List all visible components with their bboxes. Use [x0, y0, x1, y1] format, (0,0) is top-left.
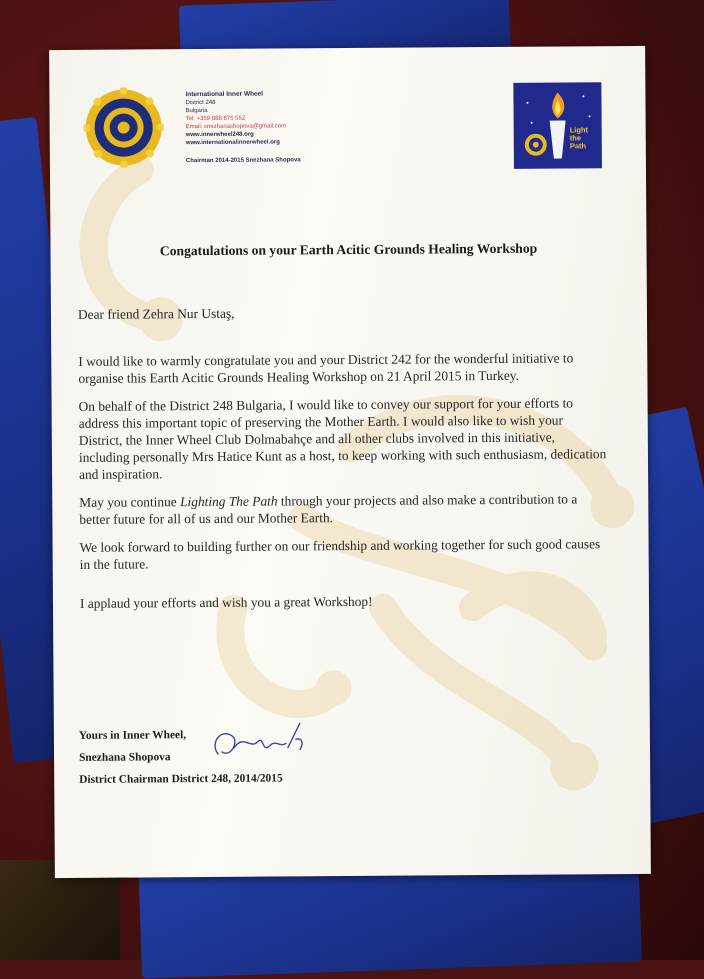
inner-wheel-logo — [83, 87, 164, 168]
website-line: www.innerwheel248.org — [185, 131, 254, 139]
signer-name: Snezhana Shopova — [79, 751, 171, 764]
paragraph: We look forward to building further on our friendship and working together for such good causes in the future. — [79, 536, 601, 572]
light-the-path-badge — [513, 82, 602, 169]
tel-line: Tel: +359 888 875 552 — [185, 115, 246, 123]
signer-title: District Chairman District 248, 2014/2015 — [79, 772, 283, 786]
district-line: District 248 — [185, 99, 216, 107]
handwritten-signature — [204, 713, 324, 774]
country-line: Bulgaria — [185, 107, 208, 115]
paragraph: I applaud your efforts and wish you a great Workshop! — [79, 593, 373, 611]
badge-text: Light — [569, 125, 589, 135]
website-line: www.internationalinnerwheel.org — [185, 139, 280, 147]
chairman-line: Chairman 2014-2015 Snezhana Shopova — [185, 157, 301, 165]
letterhead-contact — [185, 90, 300, 165]
letter-body — [78, 302, 610, 623]
letter-title: Congatulations on your Earth Acitic Grounds Healing Workshop — [159, 240, 538, 259]
paragraph — [79, 490, 609, 528]
closing-line: Yours in Inner Wheel, — [78, 729, 187, 742]
greeting: Dear friend Zehra Nur Ustaş, — [77, 305, 235, 322]
badge-text: Path — [569, 141, 587, 151]
org-name: International Inner Wheel — [185, 90, 264, 99]
paragraph: I would like to warmly congratulate you and your District 242 for the wonderful initiative to organise this Earth Acitic Grounds Healing Workshop on 21 April 2015 in Turkey. — [78, 350, 574, 386]
letter-sheet — [49, 46, 651, 878]
torch-icon — [513, 82, 602, 169]
emphasis-text: Lighting The Path — [180, 493, 278, 510]
badge-text: the — [569, 133, 582, 143]
paragraph-text: May you continue — [79, 494, 181, 510]
paragraph-text: through your projects and also make a contribution to a better future for all of us and our Mother Earth. — [79, 491, 578, 527]
paragraph: On behalf of the District 248 Bulgaria, I would like to convey our support for your efforts to address this important topic of preserving the Mother Earth. I would also like to wish your District, the Inner Wheel Club Dolmabahçe and all other clubs involved in this initiative, including personally Mrs Hatice Kunt as a host, to keep working with such enthusiasm, dedication and inspiration. — [78, 395, 607, 482]
email-line: Email: snezhanashopova@gmail.com — [185, 123, 287, 131]
